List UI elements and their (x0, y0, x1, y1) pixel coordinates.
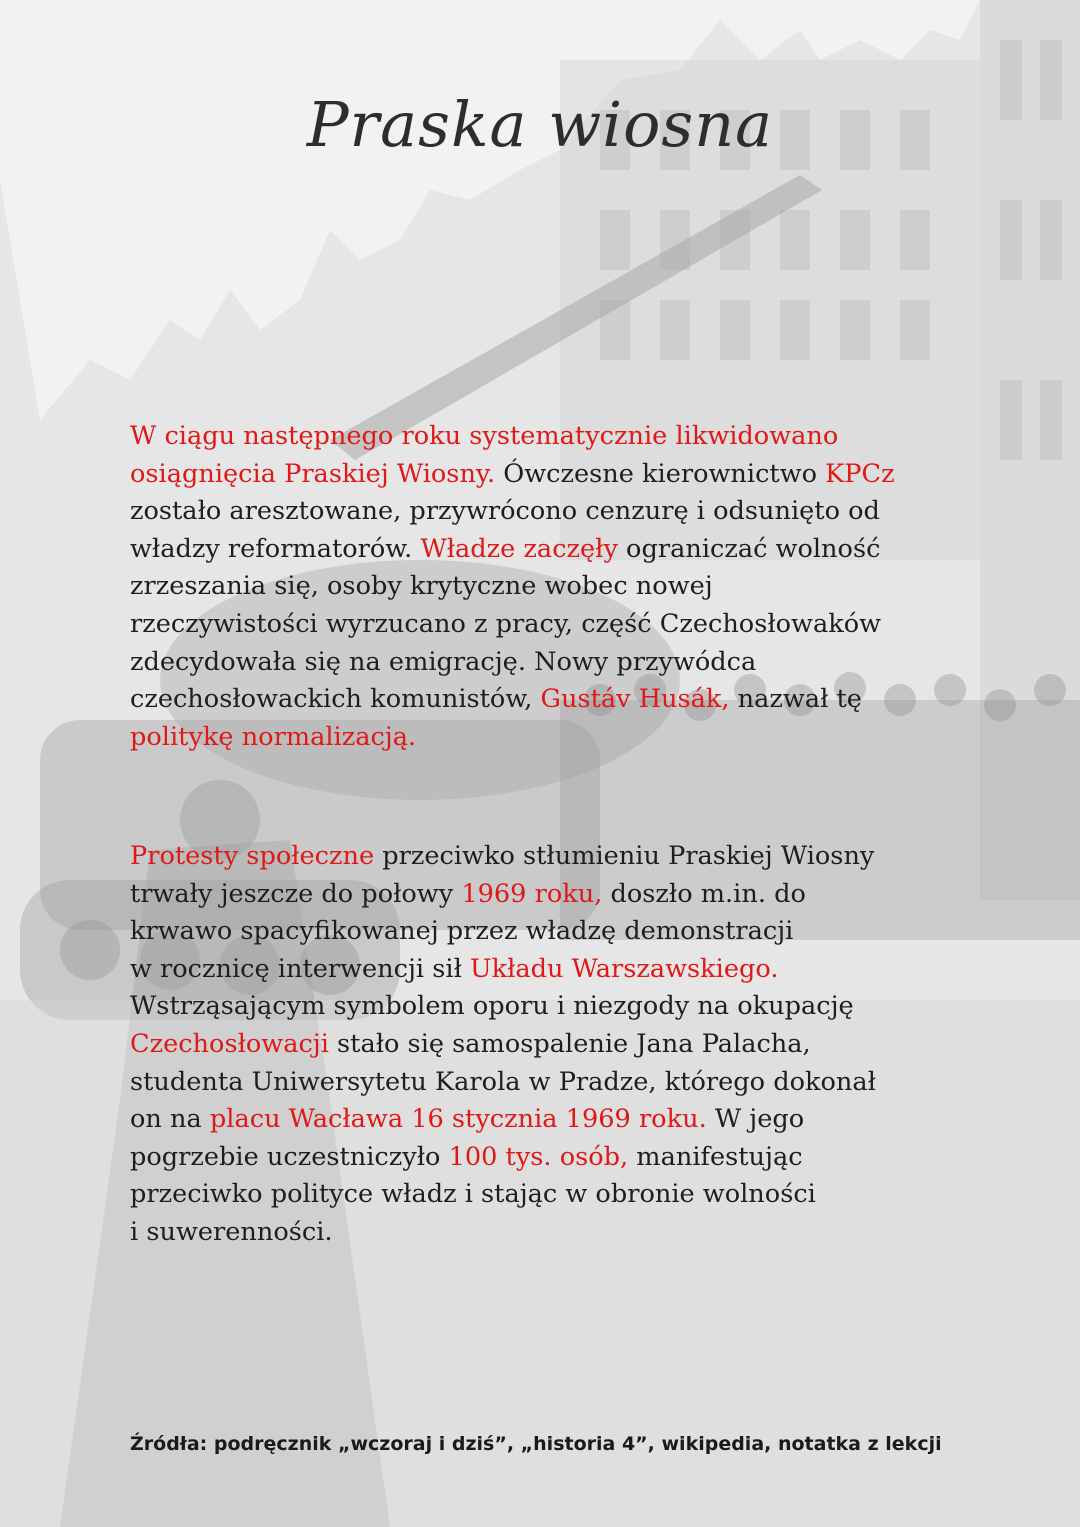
text-line (130, 418, 990, 456)
body-text: nazwał tę (729, 684, 862, 715)
body-text: krwawo spacyfikowanej przez władzę demonstracji (130, 916, 794, 947)
body-text: przeciwko stłumieniu Praskiej Wiosny (374, 841, 875, 871)
body-text: manifestując (628, 1141, 803, 1172)
text-line (130, 1139, 990, 1177)
highlighted-text: 1969 roku, (461, 878, 603, 909)
body-text: zostało aresztowane, przywrócono cenzurę i odsunięto od (130, 496, 880, 527)
paragraph-normalization (130, 418, 990, 756)
text-line (130, 456, 990, 494)
highlighted-text: 100 tys. osób, (448, 1141, 629, 1172)
highlighted-text: KPCz (825, 458, 895, 489)
text-line (130, 531, 990, 569)
text-line (130, 493, 990, 531)
text-line (130, 606, 990, 644)
sources-footer: Źródła: podręcznik „wczoraj i dziś”, „historia 4”, wikipedia, notatka z lekcji (130, 1433, 942, 1455)
text-line (130, 1176, 990, 1214)
body-text: czechosłowackich komunistów, (130, 684, 541, 715)
body-text: Wstrząsającym symbolem oporu i niezgody na okupację (130, 991, 854, 1022)
paragraph-protests (130, 838, 990, 1252)
body-text: przeciwko polityce władz i stając w obronie wolności (130, 1179, 816, 1210)
text-line (130, 719, 990, 757)
text-line (130, 1214, 990, 1252)
body-text: w rocznicę interwencji sił (130, 953, 471, 984)
page-title: Praska wiosna (306, 88, 774, 161)
body-text: zdecydowała się na emigrację. Nowy przywódca (130, 646, 757, 677)
text-line (130, 876, 990, 914)
text-line (130, 913, 990, 951)
highlighted-text: W ciągu następnego roku systematycznie likwidowano (130, 421, 839, 451)
body-text: pogrzebie uczestniczyło (130, 1141, 449, 1172)
text-line (130, 568, 990, 606)
text-line (130, 951, 990, 989)
body-text: doszło m.in. do (602, 878, 806, 909)
body-text: ograniczać wolność (617, 533, 881, 564)
body-text: W jego (706, 1104, 805, 1135)
body-text: i suwerenności. (130, 1216, 333, 1247)
body-text: studenta Uniwersytetu Karola w Pradze, którego dokonał (130, 1066, 876, 1097)
highlighted-text: osiągnięcia Praskiej Wiosny. (130, 458, 496, 489)
highlighted-text: Gustáv Husák, (540, 684, 730, 715)
text-line (130, 1101, 990, 1139)
highlighted-text: Władze zaczęły (420, 533, 618, 564)
text-line (130, 644, 990, 682)
text-line (130, 1026, 990, 1064)
highlighted-text: placu Wacława 16 stycznia 1969 roku. (209, 1104, 707, 1135)
body-text: rzeczywistości wyrzucano z pracy, część Czechosłowaków (130, 608, 882, 639)
body-text: zrzeszania się, osoby krytyczne wobec nowej (130, 571, 713, 602)
body-text: władzy reformatorów. (130, 533, 421, 564)
body-text: trwały jeszcze do połowy (130, 878, 462, 909)
highlighted-text: Układu Warszawskiego. (470, 953, 779, 984)
body-text: on na (130, 1104, 210, 1135)
text-line (130, 681, 990, 719)
text-line (130, 1064, 990, 1102)
body-text: stało się samospalenie Jana Palacha, (328, 1028, 811, 1059)
body-text: Ówczesne kierownictwo (495, 458, 826, 489)
highlighted-text: politykę normalizacją. (130, 721, 417, 752)
text-line (130, 838, 990, 876)
highlighted-text: Czechosłowacji (130, 1028, 329, 1059)
text-line (130, 988, 990, 1026)
highlighted-text: Protesty społeczne (130, 841, 375, 871)
